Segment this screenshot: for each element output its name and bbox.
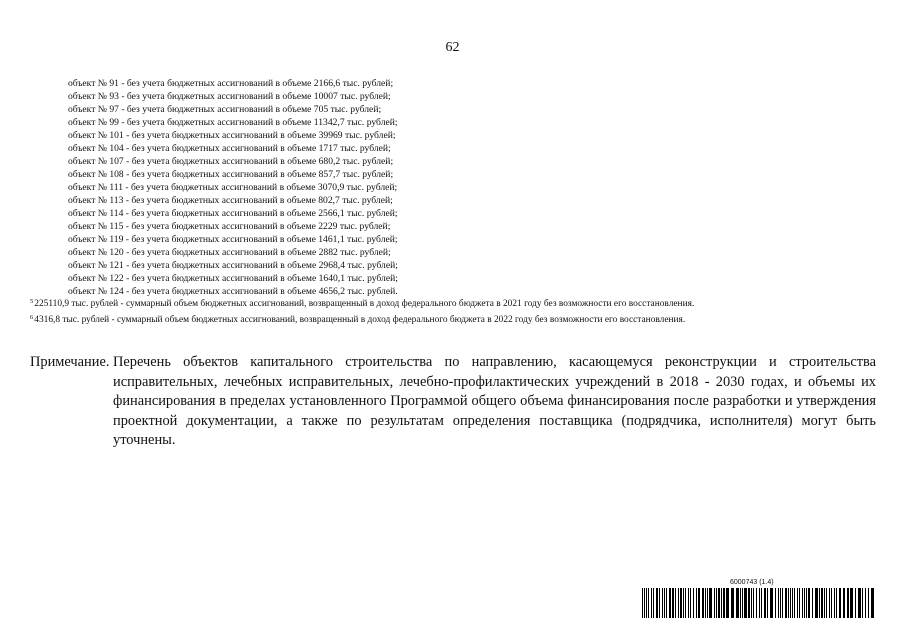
object-line: объект № 120 - без учета бюджетных ассигнований в объеме 2882 тыс. рублей; (68, 247, 391, 258)
object-line: объект № 111 - без учета бюджетных ассигнований в объеме 3070,9 тыс. рублей; (68, 182, 398, 193)
object-line: объект № 119 - без учета бюджетных ассигнований в объеме 1461,1 тыс. рублей; (68, 234, 398, 245)
note-block (30, 353, 876, 451)
footnote-text: 225110,9 тыс. рублей - суммарный объем бюджетных ассигнований, возвращенный в доход федерального бюджета в 2021 году без возможности его восстановления. (34, 299, 695, 309)
object-line: объект № 93 - без учета бюджетных ассигнований в объеме 10007 тыс. рублей; (68, 91, 391, 102)
object-line: объект № 124 - без учета бюджетных ассигнований в объеме 4656,2 тыс. рублей. (68, 286, 398, 297)
barcode-number: 6000743 (1.4) (730, 579, 774, 586)
footnote (30, 311, 694, 327)
footnote (30, 295, 694, 311)
object-line: объект № 91 - без учета бюджетных ассигнований в объеме 2166,6 тыс. рублей; (68, 78, 394, 89)
object-line: объект № 104 - без учета бюджетных ассигнований в объеме 1717 тыс. рублей; (68, 143, 391, 154)
note-label: Примечание. (30, 354, 110, 370)
footnote-mark: 6 (30, 314, 34, 321)
footnote-mark: 5 (30, 298, 34, 305)
footnote-text: 4316,8 тыс. рублей - суммарный объем бюджетных ассигнований, возвращенный в доход федерального бюджета в 2022 году без возможности его восстановления. (34, 315, 686, 325)
object-line: объект № 101 - без учета бюджетных ассигнований в объеме 39969 тыс. рублей; (68, 130, 396, 141)
object-line: объект № 115 - без учета бюджетных ассигнований в объеме 2229 тыс. рублей; (68, 221, 391, 232)
barcode-image (642, 588, 875, 618)
object-line: объект № 113 - без учета бюджетных ассигнований в объеме 802,7 тыс. рублей; (68, 195, 393, 206)
object-line: объект № 122 - без учета бюджетных ассигнований в объеме 1640,1 тыс. рублей; (68, 273, 398, 284)
object-line: объект № 99 - без учета бюджетных ассигнований в объеме 11342,7 тыс. рублей; (68, 117, 398, 128)
barcode-block (642, 578, 875, 618)
object-line: объект № 97 - без учета бюджетных ассигнований в объеме 705 тыс. рублей; (68, 104, 382, 115)
object-line: объект № 114 - без учета бюджетных ассигнований в объеме 2566,1 тыс. рублей; (68, 208, 398, 219)
objects-list (68, 77, 398, 298)
page-number: 62 (445, 40, 460, 55)
object-line: объект № 108 - без учета бюджетных ассигнований в объеме 857,7 тыс. рублей; (68, 169, 394, 180)
object-line: объект № 121 - без учета бюджетных ассигнований в объеме 2968,4 тыс. рублей; (68, 260, 398, 271)
object-line: объект № 107 - без учета бюджетных ассигнований в объеме 680,2 тыс. рублей; (68, 156, 394, 167)
note-text: Перечень объектов капитального строительства по направлению, касающемуся реконструкции и строительства исправительных, лечебных исправительных, лечебно-профилактических учреждений в 2018 - 2030 годах, и объемы их финансирования в пределах установленного Программой общего объема финансирования после разработки и утверждения проектной документации, а также по результатам определения поставщика (подрядчика, исполнителя) могут быть уточнены. (113, 354, 876, 448)
footnotes (30, 295, 694, 327)
